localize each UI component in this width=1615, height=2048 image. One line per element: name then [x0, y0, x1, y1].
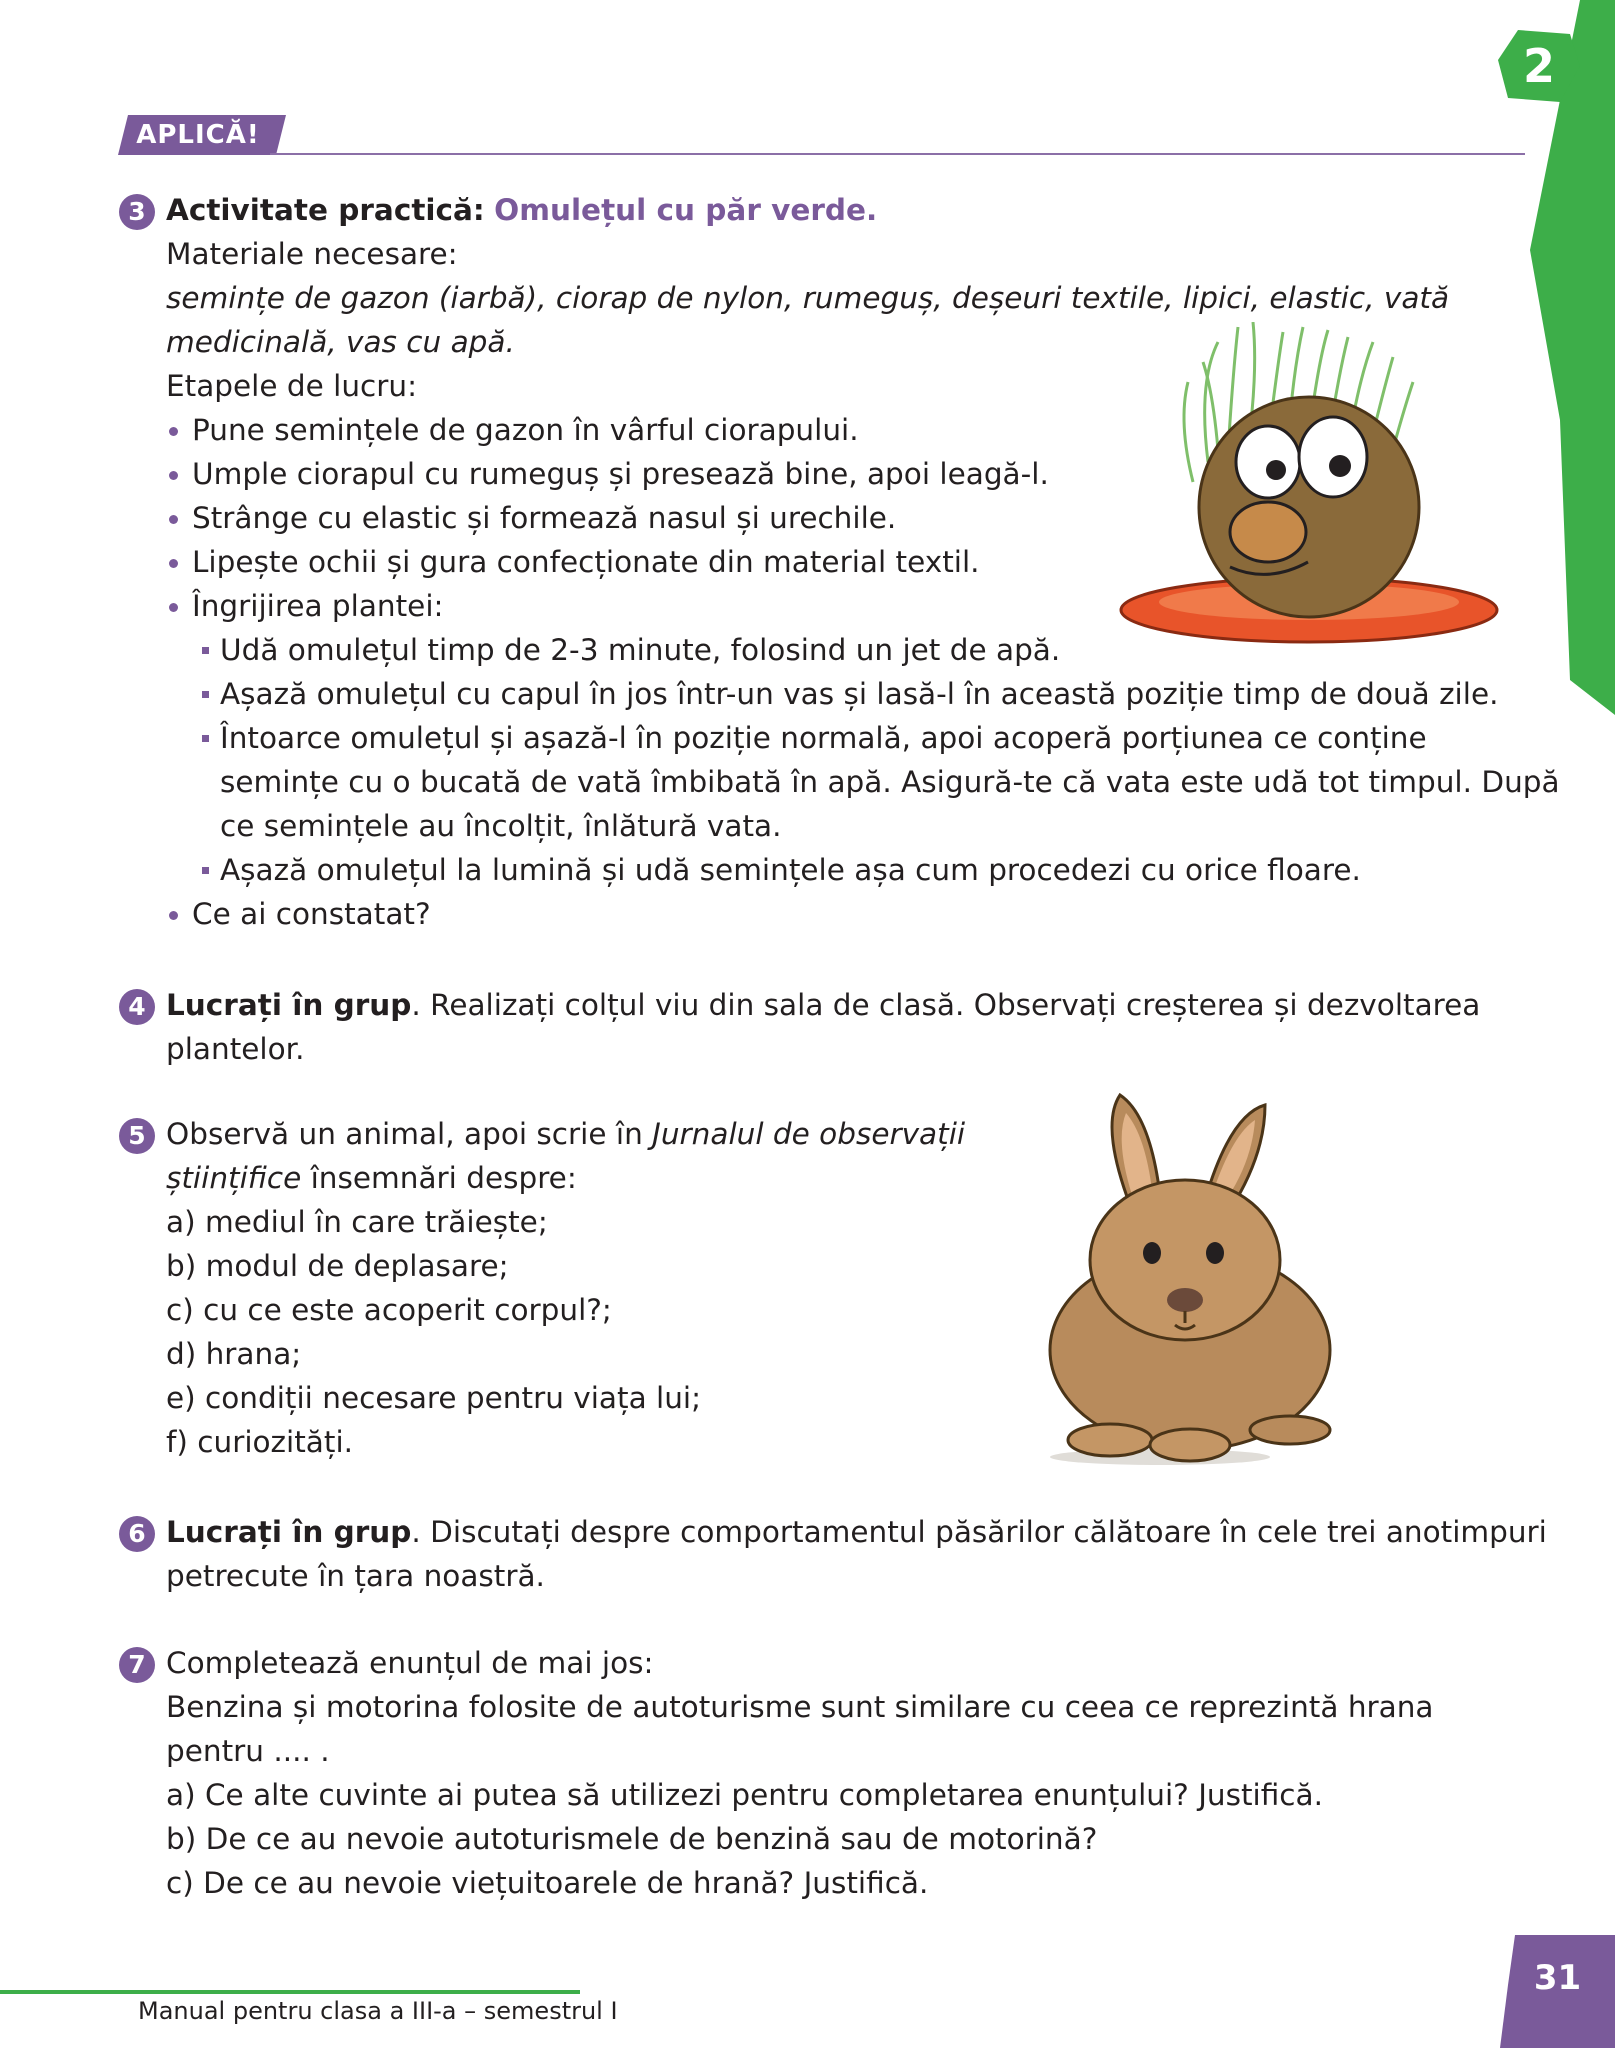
exercise-text-line — [166, 1510, 1547, 1554]
list-item: a) Ce alte cuvinte ai putea să utilizezi pentru completarea enunțului? Justifică. — [166, 1778, 1323, 1812]
materials-list-line: medicinală, vas cu apă. — [166, 325, 515, 359]
list-item: Umple ciorapul cu rumeguș și presează bine, apoi leagă-l. — [166, 452, 1536, 496]
exercise-text-line: plantelor. — [166, 1032, 305, 1066]
exercise-number: 5 — [119, 1118, 155, 1154]
list-item-line: ce semințele au încolțit, înlătură vata. — [220, 809, 782, 843]
exercise-6 — [128, 1510, 1547, 1598]
care-list — [200, 628, 1560, 892]
list-item: Strânge cu elastic și formează nasul și urechile. — [166, 496, 1536, 540]
exercise-text-line — [166, 983, 1536, 1027]
footer-text: Manual pentru clasa a III-a – semestrul I — [138, 1997, 618, 2025]
list-item: a) mediul în care trăiește; — [166, 1205, 548, 1239]
list-item — [200, 716, 1560, 848]
list-item: b) De ce au nevoie autoturismele de benzină sau de motorină? — [166, 1822, 1098, 1856]
list-item: Pune semințele de gazon în vârful ciorapului. — [166, 408, 1536, 452]
exercise-number: 6 — [119, 1516, 155, 1552]
section-label-text: APLICĂ! — [136, 120, 260, 150]
journal-title: științifice — [166, 1161, 302, 1195]
exercise-text-line: pentru .... . — [166, 1734, 330, 1768]
list-item: Așază omulețul la lumină și udă semințele așa cum procedezi cu orice floare. — [200, 848, 1536, 892]
list-item: b) modul de deplasare; — [166, 1249, 509, 1283]
exercise-4 — [128, 983, 1536, 1071]
chapter-number: 2 — [1522, 39, 1555, 93]
journal-title: Jurnalul de observații — [652, 1117, 966, 1151]
materials-label: Materiale necesare: — [166, 237, 458, 271]
list-item: Așază omulețul cu capul în jos într-un vas și lasă-l în această poziție timp de două zile. — [200, 672, 1536, 716]
exercise-text-line: Benzina și motorina folosite de autoturisme sunt similare cu ceea ce reprezintă hrana — [166, 1690, 1434, 1724]
materials-list-line: semințe de gazon (iarbă), ciorap de nylon, rumeguș, deșeuri textile, lipici, elastic, vată — [166, 281, 1450, 315]
section-label — [118, 115, 286, 155]
exercise-title-line — [166, 188, 1536, 232]
footer-rule — [0, 1990, 580, 1994]
chapter-badge — [1498, 30, 1580, 102]
exercise-text-line: petrecute în țara noastră. — [166, 1559, 545, 1593]
list-item: Ce ai constatat? — [166, 892, 1536, 936]
list-item: d) hrana; — [166, 1337, 302, 1371]
steps-label: Etapele de lucru: — [166, 369, 418, 403]
list-item: Îngrijirea plantei: — [166, 584, 1536, 628]
list-item: c) cu ce este acoperit corpul?; — [166, 1293, 612, 1327]
list-item-line: semințe cu o bucată de vată îmbibată în apă. Asigură-te că vata este udă tot timpul. După — [220, 765, 1560, 799]
rabbit-illustration — [1040, 1085, 1350, 1465]
exercise-text: însemnări despre: — [301, 1161, 577, 1195]
group-work-label: Lucrați în grup — [166, 1515, 412, 1549]
group-work-label: Lucrați în grup — [166, 988, 412, 1022]
question-list — [166, 892, 1536, 936]
exercise-7 — [128, 1641, 1536, 1905]
exercise-text: Observă un animal, apoi scrie în — [166, 1117, 653, 1151]
exercise-text: . Realizați colțul viu din sala de clasă. Observați creșterea și dezvoltarea — [411, 988, 1481, 1022]
exercise-number: 7 — [119, 1647, 155, 1683]
list-item: Udă omulețul timp de 2-3 minute, folosind un jet de apă. — [200, 628, 1536, 672]
exercise-subtitle: Omulețul cu păr verde. — [494, 193, 878, 227]
exercise-number: 3 — [119, 194, 155, 230]
list-item: f) curiozități. — [166, 1425, 354, 1459]
header-rule — [270, 153, 1525, 155]
list-item-line: Întoarce omulețul și așază-l în poziție normală, apoi acoperă porțiunea ce conține — [220, 721, 1427, 755]
exercise-text-line: Completează enunțul de mai jos: — [166, 1646, 654, 1680]
exercise-title: Activitate practică: — [166, 193, 485, 227]
list-item: Lipește ochii și gura confecționate din material textil. — [166, 540, 1536, 584]
list-item: e) condiții necesare pentru viața lui; — [166, 1381, 702, 1415]
page-number: 31 — [1533, 1958, 1582, 1998]
exercise-text: . Discutați despre comportamentul păsărilor călătoare în cele trei anotimpuri — [411, 1515, 1547, 1549]
exercise-number: 4 — [119, 989, 155, 1025]
grass-head-illustration — [1118, 322, 1500, 667]
list-item: c) De ce au nevoie viețuitoarele de hrană? Justifică. — [166, 1866, 929, 1900]
